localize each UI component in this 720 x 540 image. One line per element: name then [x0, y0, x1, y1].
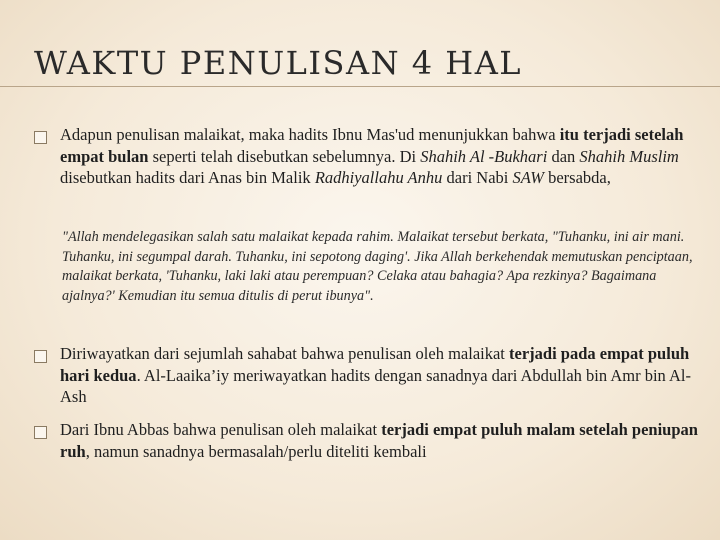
slide-title: WAKTU PENULISAN 4 HAL	[34, 44, 523, 82]
italic-text: Shahih Al -Bukhari	[420, 146, 548, 166]
text-run: dan	[547, 146, 580, 166]
text-run: Dari Ibnu Abbas bahwa penulisan oleh malaikat	[60, 420, 382, 439]
hadith-quote: "Allah mendelegasikan salah satu malaikat kepada rahim. Malaikat tersebut berkata, "Tuhanku, ini air mani. Tuhanku, ini segumpal darah. Tuhanku, ini sepotong daging'. Jika Allah berkehendak memutuskan penciptaan, malaikat berkata, 'Tuhanku, laki laki atau perempuan? Celaka atau bahagia? Apa rezkinya? Bagaimana ajalnya?' Kemudian itu semua ditulis di perut ibunya".	[62, 229, 693, 304]
title-divider	[0, 86, 720, 87]
bold-text: terjadi pada empat puluh hari kedua	[60, 344, 690, 385]
italic-text: Shahih Muslim	[579, 146, 679, 166]
italic-text: Radhiyallahu Anhu	[314, 168, 443, 187]
bullet-marker-icon	[34, 350, 47, 363]
text-run: dari Nabi	[442, 168, 513, 187]
bold-text: itu terjadi setelah empat bulan	[60, 125, 684, 166]
text-run: Diriwayatkan dari sejumlah sahabat bahwa penulisan oleh malaikat	[60, 344, 510, 363]
text-run: disebutkan hadits dari Anas bin Malik	[60, 168, 315, 187]
text-run: , namun sanadnya bermasalah/perlu diteliti kembali	[85, 441, 427, 461]
text-run: bersabda,	[543, 168, 611, 187]
text-run: . Al-Laaika’iy meriwayatkan hadits dengan sanadnya dari Abdullah bin Amr bin Al-Ash	[60, 365, 692, 406]
bold-text: terjadi empat puluh malam setelah peniupan ruh	[60, 420, 698, 461]
bullet-paragraph-3	[60, 419, 700, 462]
bullet-marker-icon	[34, 426, 47, 439]
bullet-paragraph-2	[60, 343, 700, 408]
text-run: seperti telah disebutkan sebelumnya. Di	[148, 146, 421, 166]
text-run: Adapun penulisan malaikat, maka hadits Ibnu Mas'ud menunjukkan bahwa	[60, 125, 560, 144]
italic-text: SAW	[512, 168, 544, 187]
bullet-marker-icon	[34, 131, 47, 144]
bullet-paragraph-1	[60, 124, 708, 189]
